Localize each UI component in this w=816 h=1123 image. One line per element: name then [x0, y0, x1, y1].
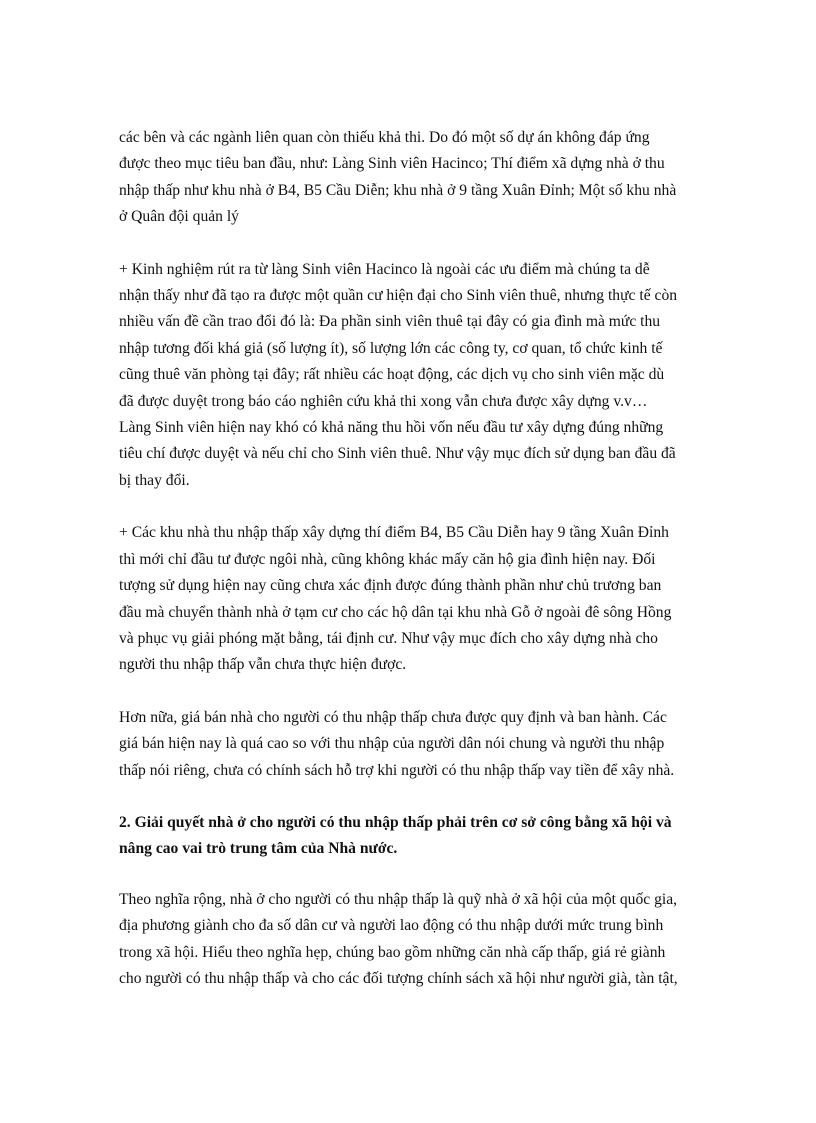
text-line: địa phương giành cho đa số dân cư và người lao động có thu nhập dưới mức trung bình: [119, 917, 664, 935]
heading-line: 2. Giải quyết nhà ở cho người có thu nhập thấp phải trên cơ sở công bằng xã hội và: [119, 813, 672, 831]
text-line: + Kinh nghiệm rút ra từ làng Sinh viên Hacinco là ngoài các ưu điểm mà chúng ta dễ: [119, 260, 650, 278]
text-line: giá bán hiện nay là quá cao so với thu nhập của người dân nói chung và người thu nhập: [119, 735, 665, 753]
paragraph-low-income-pilot: [119, 520, 704, 678]
text-line: nhiều vấn đề cần trao đổi đó là: Đa phần sinh viên thuê tại đây có gia đình mà mức thu: [119, 313, 661, 331]
heading-line: nâng cao vai trò trung tâm của Nhà nước.: [119, 840, 398, 858]
text-line: + Các khu nhà thu nhập thấp xây dựng thí điểm B4, B5 Cầu Diễn hay 9 tầng Xuân Đỉnh: [119, 524, 669, 542]
text-line: ở Quân đội quản lý: [119, 208, 239, 226]
text-line: đã được duyệt trong báo cáo nghiên cứu khả thi xong vẫn chưa được xây dựng v.v…: [119, 392, 648, 410]
text-line: được theo mục tiêu ban đầu, như: Làng Sinh viên Hacinco; Thí điểm xã dựng nhà ở thu: [119, 155, 665, 173]
text-line: nhận thấy như đã tạo ra được một quần cư hiện đại cho Sinh viên thuê, nhưng thực tế còn: [119, 287, 678, 305]
text-line: trong xã hội. Hiểu theo nghĩa hẹp, chúng bao gồm những căn nhà cấp thấp, giá rẻ giành: [119, 943, 666, 961]
text-line: các bên và các ngành liên quan còn thiếu khả thi. Do đó một số dự án không đáp ứng: [119, 129, 650, 146]
section-heading-2: [119, 810, 704, 863]
text-line: tiêu chí được duyệt và nếu chỉ cho Sinh viên thuê. Như vậy mục đích sử dụng ban đầu đã: [119, 445, 676, 463]
text-line: cũng thuê văn phòng tại đây; rất nhiều các hoạt động, các dịch vụ cho sinh viên mặc dù: [119, 366, 665, 384]
text-line: thấp nói riêng, chưa có chính sách hỗ trợ khi người có thu nhập thấp vay tiền để xây nhà.: [119, 761, 675, 779]
text-line: đầu mà chuyển thành nhà ở tạm cư cho các hộ dân tại khu nhà Gỗ ở ngoài đê sông Hồng: [119, 603, 672, 621]
document-body: [119, 125, 704, 1018]
text-line: Theo nghĩa rộng, nhà ở cho người có thu nhập thấp là quỹ nhà ở xã hội của một quốc gia,: [119, 890, 678, 908]
text-line: thì mới chỉ đầu tư được ngôi nhà, cũng không khác mấy căn hộ gia đình hiện nay. Đối: [119, 550, 656, 568]
text-line: bị thay đổi.: [119, 471, 190, 489]
text-line: nhập thấp như khu nhà ở B4, B5 Cầu Diễn; khu nhà ở 9 tầng Xuân Đỉnh; Một số khu nhà: [119, 181, 677, 199]
text-line: cho người có thu nhập thấp và cho các đối tượng chính sách xã hội như người già, tàn tật,: [119, 969, 678, 987]
text-line: Làng Sinh viên hiện nay khó có khả năng thu hồi vốn nếu đầu tư xây dựng đúng những: [119, 419, 664, 437]
paragraph-hacinco-experience: [119, 257, 704, 495]
text-line: và phục vụ giải phóng mặt bằng, tái định cư. Như vậy mục đích cho xây dựng nhà cho: [119, 629, 658, 647]
text-line: người thu nhập thấp vẫn chưa thực hiện được.: [119, 656, 407, 674]
paragraph-definition: [119, 887, 704, 993]
paragraph-project-feasibility: [119, 125, 704, 231]
text-line: nhập tương đối khá giả (số lượng ít), số lượng lớn các công ty, cơ quan, tổ chức kinh tế: [119, 339, 663, 357]
text-line: tượng sử dụng hiện nay cũng chưa xác định được đúng thành phần như chủ trương ban: [119, 577, 662, 595]
paragraph-pricing: [119, 705, 704, 784]
text-line: Hơn nữa, giá bán nhà cho người có thu nhập thấp chưa được quy định và ban hành. Các: [119, 708, 667, 726]
